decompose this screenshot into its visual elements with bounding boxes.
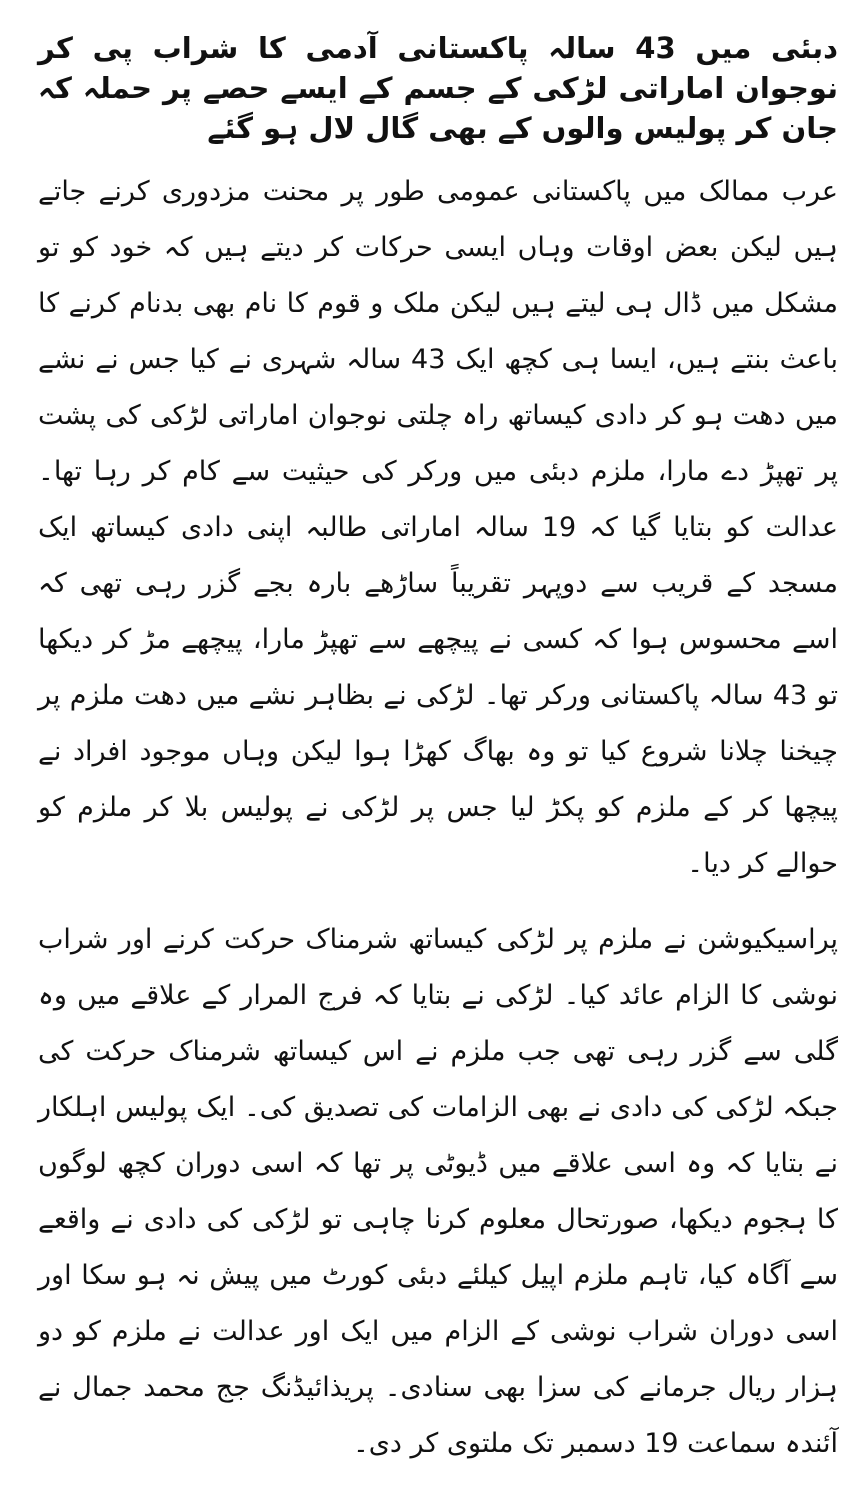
article-paragraph-1: عرب ممالک میں پاکستانی عمومی طور پر محنت مزدوری کرنے جاتے ہیں لیکن بعض اوقات وہاں ایسی حرکات کر دیتے ہیں کہ خود کو تو مشکل میں ڈال ہی لیتے ہیں لیکن ملک و قوم کا نام بھی بدنام کرنے کا باعث بنتے ہیں، ایسا ہی کچھ ایک 43 سالہ شہری نے کیا جس نے نشے میں دھت ہو کر دادی کیساتھ راہ چلتی نوجوان اماراتی لڑکی کی پشت پر تھپڑ دے مارا، ملزم دبئی میں ورکر کی حیثیت سے کام کر رہا تھا۔ عدالت کو بتایا گیا کہ 19 سالہ اماراتی طالبہ اپنی دادی کیساتھ ایک مسجد کے قریب سے دوپہر تقریباً ساڑھے بارہ بجے گزر رہی تھی کہ اسے محسوس ہوا کہ کسی نے پیچھے سے تھپڑ مارا، پیچھے مڑ کر دیکھا تو 43 سالہ پاکستانی ورکر تھا۔ لڑکی نے بظاہر نشے میں دھت ملزم پر چیخنا چلانا شروع کیا تو وہ بھاگ کھڑا ہوا لیکن وہاں موجود افراد نے پیچھا کر کے ملزم کو پکڑ لیا جس پر لڑکی نے پولیس بلا کر ملزم کو حوالے کر دیا۔: [38, 176, 839, 879]
article: [38, 28, 838, 1492]
article-paragraph-2: پراسیکیوشن نے ملزم پر لڑکی کیساتھ شرمناک حرکت کرنے اور شراب نوشی کا الزام عائد کیا۔ لڑکی نے بتایا کہ فرج المرار کے علاقے میں وہ گلی سے گزر رہی تھی جب ملزم نے اس کیساتھ شرمناک حرکت کی جبکہ لڑکی کی دادی نے بھی الزامات کی تصدیق کی۔ ایک پولیس اہلکار نے بتایا کہ وہ اسی علاقے میں ڈیوٹی پر تھا کہ اسی دوران کچھ لوگوں کا ہجوم دیکھا، صورتحال معلوم کرنا چاہی تو لڑکی کی دادی نے واقعے سے آگاہ کیا، تاہم ملزم اپیل کیلئے دبئی کورٹ میں پیش نہ ہو سکا اور اسی دوران شراب نوشی کے الزام میں ایک اور عدالت نے ملزم کو دو ہزار ریال جرمانے کی سزا بھی سنادی۔ پریذائیڈنگ جج محمد جمال نے آئندہ سماعت 19 دسمبر تک ملتوی کر دی۔: [38, 924, 838, 1459]
article-headline: دبئی میں 43 سالہ پاکستانی آدمی کا شراب پی کر نوجوان اماراتی لڑکی کے جسم کے ایسے حصے پر حملہ کہ جان کر پولیس والوں کے بھی گال لال ہو گئے: [38, 31, 838, 145]
